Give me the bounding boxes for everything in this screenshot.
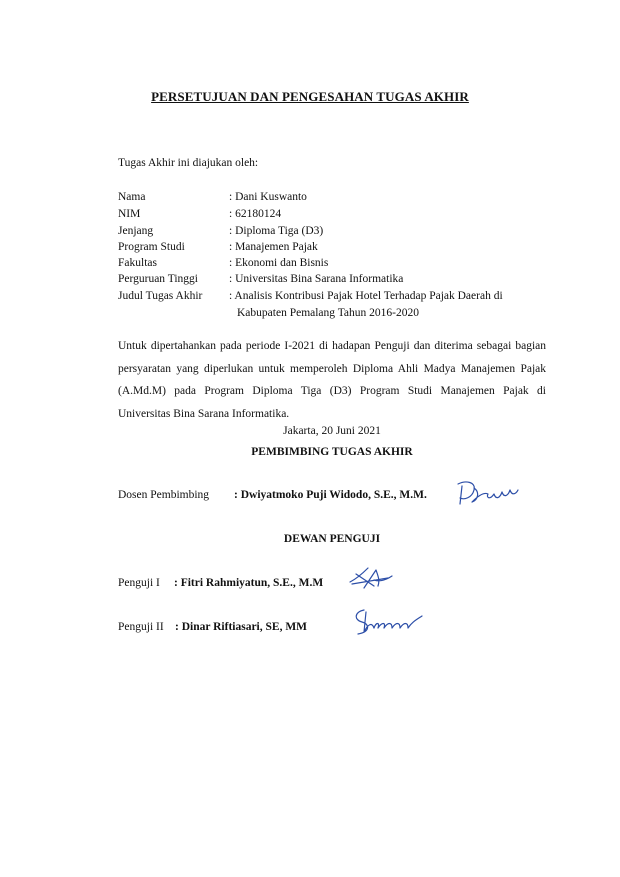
examiner-2-signature <box>348 604 428 640</box>
field-label-program-studi: Program Studi <box>118 241 185 253</box>
field-value-nim: : 62180124 <box>229 208 282 220</box>
field-value-judul-line2: Kabupaten Pemalang Tahun 2016-2020 <box>237 307 419 319</box>
intro-text: Tugas Akhir ini diajukan oleh: <box>118 157 259 169</box>
field-value-fakultas: : Ekonomi dan Bisnis <box>229 257 329 269</box>
field-value-nama: : Dani Kuswanto <box>229 191 307 203</box>
supervisor-label: Dosen Pembimbing <box>118 489 210 501</box>
field-value-program-studi: : Manajemen Pajak <box>229 241 318 253</box>
examiner-1-name: : Fitri Rahmiyatun, S.E., M.M <box>174 577 324 589</box>
examiner-1-label: Penguji I <box>118 577 160 589</box>
field-label-nim: NIM <box>118 208 141 220</box>
field-label-perguruan-tinggi: Perguruan Tinggi <box>118 273 198 285</box>
examiner-1-signature <box>344 564 404 594</box>
supervisor-signature <box>452 474 522 510</box>
examiner-2-name: : Dinar Riftiasari, SE, MM <box>175 621 308 633</box>
field-value-jenjang: : Diploma Tiga (D3) <box>229 225 324 237</box>
field-label-jenjang: Jenjang <box>118 225 154 237</box>
field-label-judul: Judul Tugas Akhir <box>118 290 203 302</box>
examiners-heading: DEWAN PENGUJI <box>283 533 381 545</box>
field-value-perguruan-tinggi: : Universitas Bina Sarana Informatika <box>229 273 404 285</box>
field-value-judul: : Analisis Kontribusi Pajak Hotel Terhadap Pajak Daerah di <box>229 290 503 302</box>
place-date: Jakarta, 20 Juni 2021 <box>283 425 381 437</box>
supervisor-heading: PEMBIMBING TUGAS AKHIR <box>251 446 413 458</box>
field-label-fakultas: Fakultas <box>118 257 157 269</box>
statement-paragraph: Untuk dipertahankan pada periode I-2021 di hadapan Penguji dan diterima sebagai bagian persyaratan yang diperlukan untuk memperoleh Diploma Ahli Madya Manajemen Pajak (A.Md.M) pada Program Diploma Tiga (D3) Program Studi Manajemen Pajak di Universitas Bina Sarana Informatika. <box>118 340 546 420</box>
examiner-2-label: Penguji II <box>118 621 164 633</box>
supervisor-name: : Dwiyatmoko Puji Widodo, S.E., M.M. <box>234 489 427 501</box>
page-title: PERSETUJUAN DAN PENGESAHAN TUGAS AKHIR <box>151 89 469 104</box>
field-label-nama: Nama <box>118 191 146 203</box>
